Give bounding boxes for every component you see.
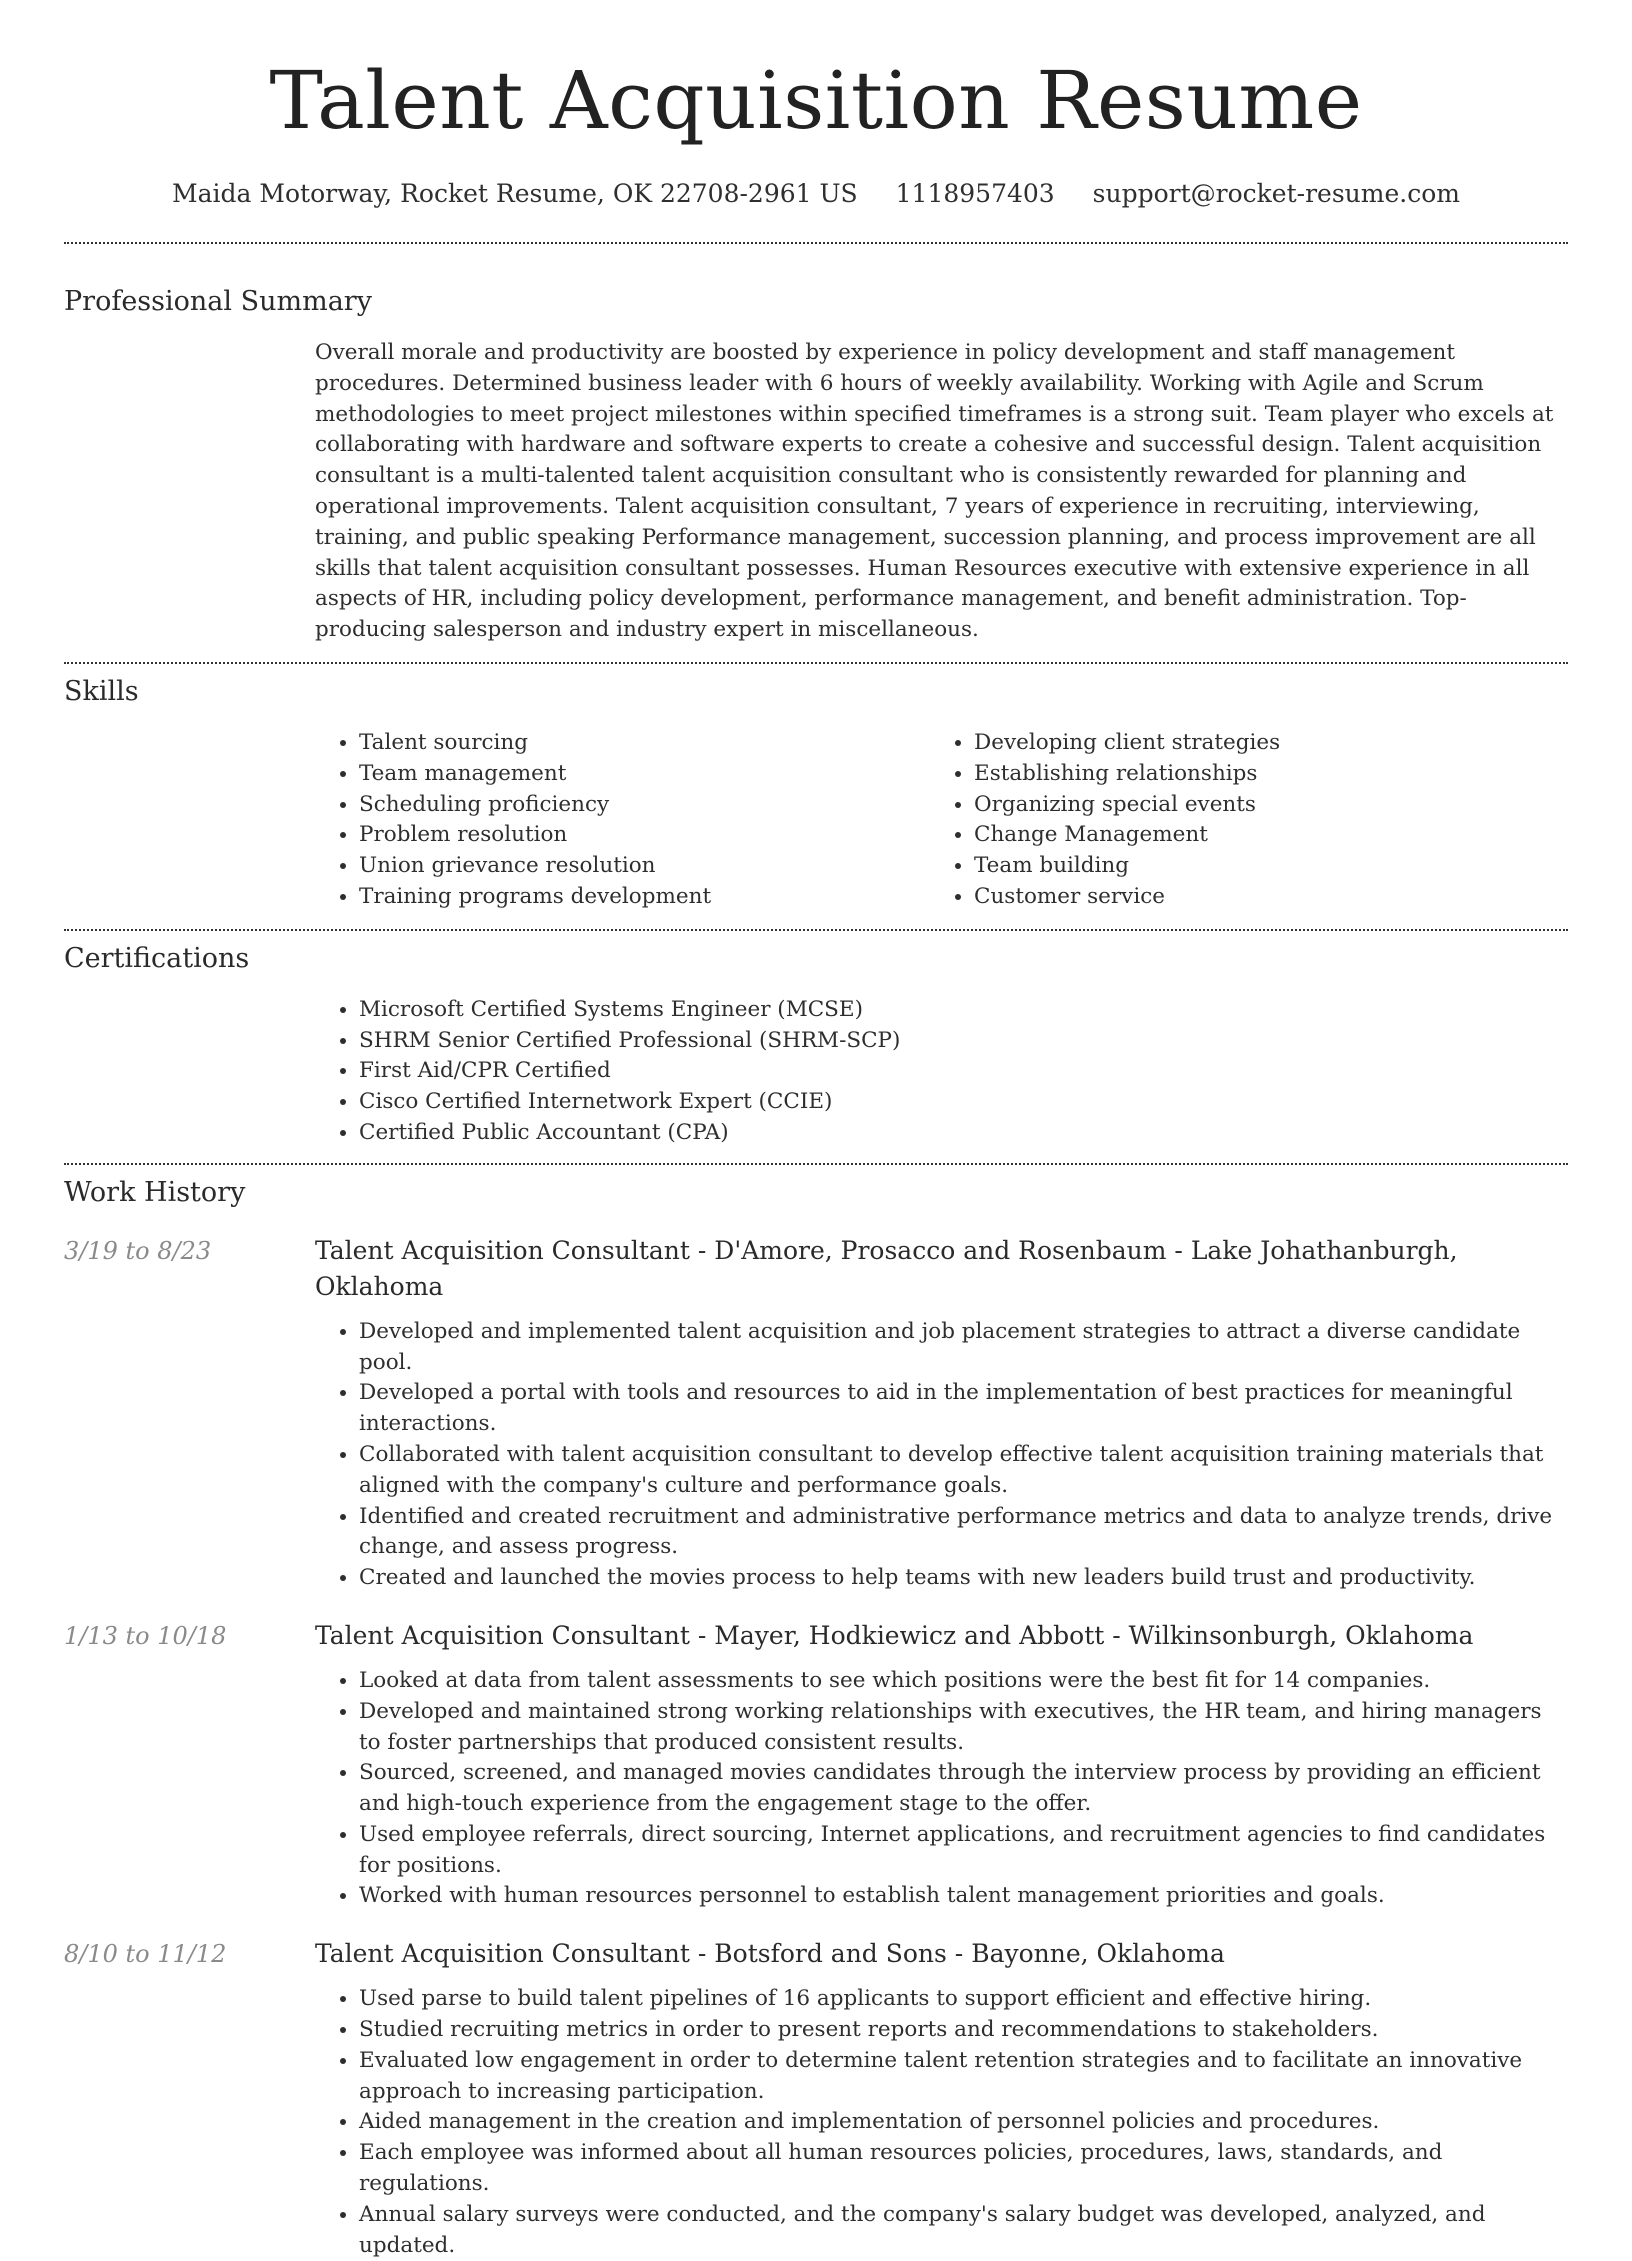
job-dates: 1/13 to 10/18: [64, 1621, 227, 1650]
skill-item: • Problem resolution: [359, 820, 930, 851]
skill-item: • Customer service: [974, 882, 1545, 913]
job-heading: Talent Acquisition Consultant - Botsford and Sons - Bayonne, Oklahoma: [315, 1939, 1225, 1969]
job-bullet: • Collaborated with talent acquisition consultant to develop effective talent acquisition training materials that aligned with the company's culture and performance goals.: [359, 1440, 1568, 1502]
contact-address: Maida Motorway, Rocket Resume, OK 22708-2961 US: [172, 179, 858, 208]
job-entry: [64, 1618, 1568, 1912]
certification-item: • Cisco Certified Internetwork Expert (CCIE): [359, 1087, 1568, 1118]
skills-section: [64, 664, 1568, 913]
skill-item: • Team building: [974, 851, 1545, 882]
certification-item: • Microsoft Certified Systems Engineer (MCSE): [359, 995, 1568, 1026]
job-bullet: • Created and launched the movies process to help teams with new leaders build trust and productivity.: [359, 1563, 1568, 1594]
job-bullet: • Annual salary surveys were conducted, and the company's salary budget was developed, analyzed, and updated.: [359, 2200, 1568, 2261]
job-bullet: • Aided management in the creation and implementation of personnel policies and procedures.: [359, 2107, 1568, 2138]
certifications-block: [315, 995, 1568, 1149]
work-history-section: [64, 1165, 1568, 2261]
job-bullet: • Developed and implemented talent acquisition and job placement strategies to attract a diverse candidate pool.: [359, 1317, 1568, 1379]
skill-item: • Talent sourcing: [359, 728, 930, 759]
work-history-heading: Work History: [64, 1176, 246, 1208]
certification-item: • SHRM Senior Certified Professional (SHRM-SCP): [359, 1026, 1568, 1057]
certifications-heading: Certifications: [64, 942, 250, 974]
skill-item: • Union grievance resolution: [359, 851, 930, 882]
skill-item: • Organizing special events: [974, 790, 1545, 821]
job-entry: [64, 1936, 1568, 2261]
skill-item: • Developing client strategies: [974, 728, 1545, 759]
job-dates: 8/10 to 11/12: [64, 1940, 227, 1969]
job-bullet: • Evaluated low engagement in order to determine talent retention strategies and to facilitate an innovative approach to increasing participation.: [359, 2046, 1568, 2108]
skill-item: • Team management: [359, 759, 930, 790]
job-dates: 3/19 to 8/23: [64, 1236, 212, 1265]
job-bullets: [315, 1317, 1568, 1594]
skill-item: • Training programs development: [359, 882, 930, 913]
skills-list-right: [930, 728, 1545, 913]
certifications-list: [315, 995, 1568, 1149]
job-entry: [64, 1233, 1568, 1594]
job-content: [315, 1936, 1568, 2261]
summary-section: [64, 244, 1568, 646]
certification-item: • First Aid/CPR Certified: [359, 1056, 1568, 1087]
skill-item: • Establishing relationships: [974, 759, 1545, 790]
contact-phone: 1118957403: [895, 179, 1055, 208]
job-bullet: • Developed a portal with tools and resources to aid in the implementation of best practices for meaningful interactions.: [359, 1378, 1568, 1440]
job-bullet: • Worked with human resources personnel to establish talent management priorities and goals.: [359, 1881, 1568, 1912]
contact-email: support@rocket-resume.com: [1092, 179, 1460, 208]
resume-header: [64, 0, 1568, 212]
job-bullets: [315, 1984, 1568, 2261]
job-bullet: • Identified and created recruitment and administrative performance metrics and data to analyze trends, drive change, and assess progress.: [359, 1502, 1568, 1564]
job-bullet: • Used parse to build talent pipelines of 16 applicants to support efficient and effective hiring.: [359, 1984, 1568, 2015]
resume-title: Talent Acquisition Resume: [269, 54, 1363, 147]
job-heading: Talent Acquisition Consultant - D'Amore, Prosacco and Rosenbaum - Lake Johathanburgh, Oklahoma: [315, 1235, 1458, 1301]
skills-column-left: [315, 728, 930, 913]
job-bullet: • Looked at data from talent assessments to see which positions were the best fit for 14 companies.: [359, 1666, 1568, 1697]
job-bullet: • Developed and maintained strong working relationships with executives, the HR team, and hiring managers to foster partnerships that produced consistent results.: [359, 1697, 1568, 1759]
job-heading: Talent Acquisition Consultant - Mayer, Hodkiewicz and Abbott - Wilkinsonburgh, Oklahoma: [315, 1620, 1474, 1650]
summary-heading: Professional Summary: [64, 286, 372, 317]
job-bullet: • Sourced, screened, and managed movies candidates through the interview process by providing an efficient and high-touch experience from the engagement stage to the offer.: [359, 1758, 1568, 1820]
job-bullet: • Used employee referrals, direct sourcing, Internet applications, and recruitment agencies to find candidates for positions.: [359, 1820, 1568, 1882]
certification-item: • Certified Public Accountant (CPA): [359, 1118, 1568, 1149]
certifications-section: [64, 931, 1568, 1149]
skill-item: • Change Management: [974, 820, 1545, 851]
skills-grid: [315, 728, 1568, 913]
job-content: [315, 1618, 1568, 1912]
skills-column-right: [930, 728, 1545, 913]
job-content: [315, 1233, 1568, 1594]
contact-line: [64, 176, 1568, 212]
skill-item: • Scheduling proficiency: [359, 790, 930, 821]
job-bullet: • Each employee was informed about all human resources policies, procedures, laws, standards, and regulations.: [359, 2138, 1568, 2200]
summary-text: Overall morale and productivity are boosted by experience in policy development and staff management procedures. Determined business leader with 6 hours of weekly availability. Working with Agile and Scrum methodologies to meet project milestones within specified timeframes is a strong suit. Team player who excels at collaborating with hardware and software experts to create a cohesive and successful design. Talent acquisition consultant is a multi-talented talent acquisition consultant who is consistently rewarded for planning and operational improvements. Talent acquisition consultant, 7 years of experience in recruiting, interviewing, training, and public speaking Performance management, succession planning, and process improvement are all skills that talent acquisition consultant possesses. Human Resources executive with extensive experience in all aspects of HR, including policy development, performance management, and benefit administration. Top-producing salesperson and industry expert in miscellaneous.: [315, 340, 1554, 643]
skills-list-left: [315, 728, 930, 913]
job-bullet: • Studied recruiting metrics in order to present reports and recommendations to stakeholders.: [359, 2015, 1568, 2046]
job-bullets: [315, 1666, 1568, 1912]
skills-heading: Skills: [64, 675, 139, 707]
